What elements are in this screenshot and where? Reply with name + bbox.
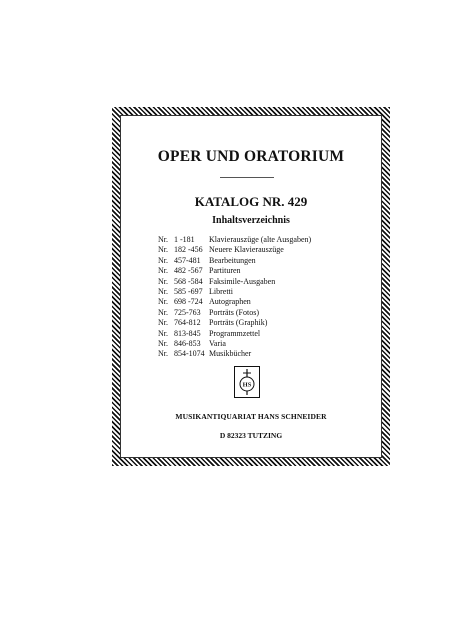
toc-range: 568 -584 — [174, 276, 203, 286]
publisher-location: D 82323 TUTZING — [219, 431, 283, 440]
toc-entry — [158, 297, 311, 307]
toc-title: Porträts (Graphik) — [209, 318, 268, 328]
toc-title: Faksimile-Ausgaben — [209, 276, 276, 286]
toc-title: Bearbeitungen — [209, 255, 256, 265]
toc-nr-label: Nr. — [158, 235, 168, 244]
toc-range: 585 -697 — [174, 287, 203, 297]
toc-nr-label: Nr. — [158, 245, 168, 255]
toc-range: 482 -567 — [174, 266, 203, 276]
toc-nr-label: Nr. — [158, 266, 168, 276]
toc-entry — [158, 266, 311, 276]
toc-range: 725-763 — [174, 307, 201, 317]
toc-nr-label: Nr. — [158, 276, 168, 286]
toc-entry — [158, 329, 311, 339]
toc-nr-label: Nr. — [158, 255, 168, 265]
publisher-logo — [234, 366, 260, 398]
toc-title: Klavierauszüge (alte Ausgaben) — [209, 235, 312, 244]
toc-entry — [158, 308, 311, 318]
catalog-number: KATALOG NR. 429 — [194, 194, 308, 209]
logo-monogram: HS — [242, 381, 252, 389]
contents-heading: Inhaltsverzeichnis — [212, 215, 290, 226]
toc-entry — [158, 277, 311, 287]
table-of-contents — [158, 235, 311, 360]
toc-entry — [158, 318, 311, 328]
toc-nr-label: Nr. — [158, 349, 168, 359]
toc-range: 457-481 — [174, 255, 201, 265]
toc-range: 764-812 — [174, 318, 201, 328]
toc-entry — [158, 349, 311, 359]
toc-range: 854-1074 — [174, 349, 205, 359]
toc-title: Libretti — [209, 287, 233, 297]
toc-range: 182 -456 — [174, 245, 203, 255]
toc-range: 698 -724 — [174, 297, 203, 307]
publisher-name: MUSIKANTIQUARIAT HANS SCHNEIDER — [175, 412, 327, 421]
divider — [220, 177, 274, 178]
toc-title: Partituren — [209, 266, 241, 276]
toc-nr-label: Nr. — [158, 307, 168, 317]
toc-nr-label: Nr. — [158, 297, 168, 307]
page-title: OPER UND ORATORIUM — [157, 148, 345, 165]
toc-title: Varia — [209, 339, 226, 349]
toc-nr-label: Nr. — [158, 328, 168, 338]
toc-entry — [158, 287, 311, 297]
toc-title: Porträts (Fotos) — [209, 307, 259, 317]
toc-nr-label: Nr. — [158, 318, 168, 328]
toc-entry — [158, 256, 311, 266]
toc-range: 846-853 — [174, 339, 201, 349]
toc-title: Musikbücher — [209, 349, 252, 359]
toc-nr-label: Nr. — [158, 339, 168, 349]
toc-title: Autographen — [209, 297, 251, 307]
toc-title: Programmzettel — [209, 328, 261, 338]
toc-entry — [158, 339, 311, 349]
toc-title: Neuere Klavierauszüge — [209, 245, 284, 255]
toc-entry — [158, 235, 311, 245]
toc-range: 813-845 — [174, 328, 201, 338]
toc-range: 1 -181 — [174, 235, 195, 244]
toc-entry — [158, 245, 311, 255]
toc-nr-label: Nr. — [158, 287, 168, 297]
